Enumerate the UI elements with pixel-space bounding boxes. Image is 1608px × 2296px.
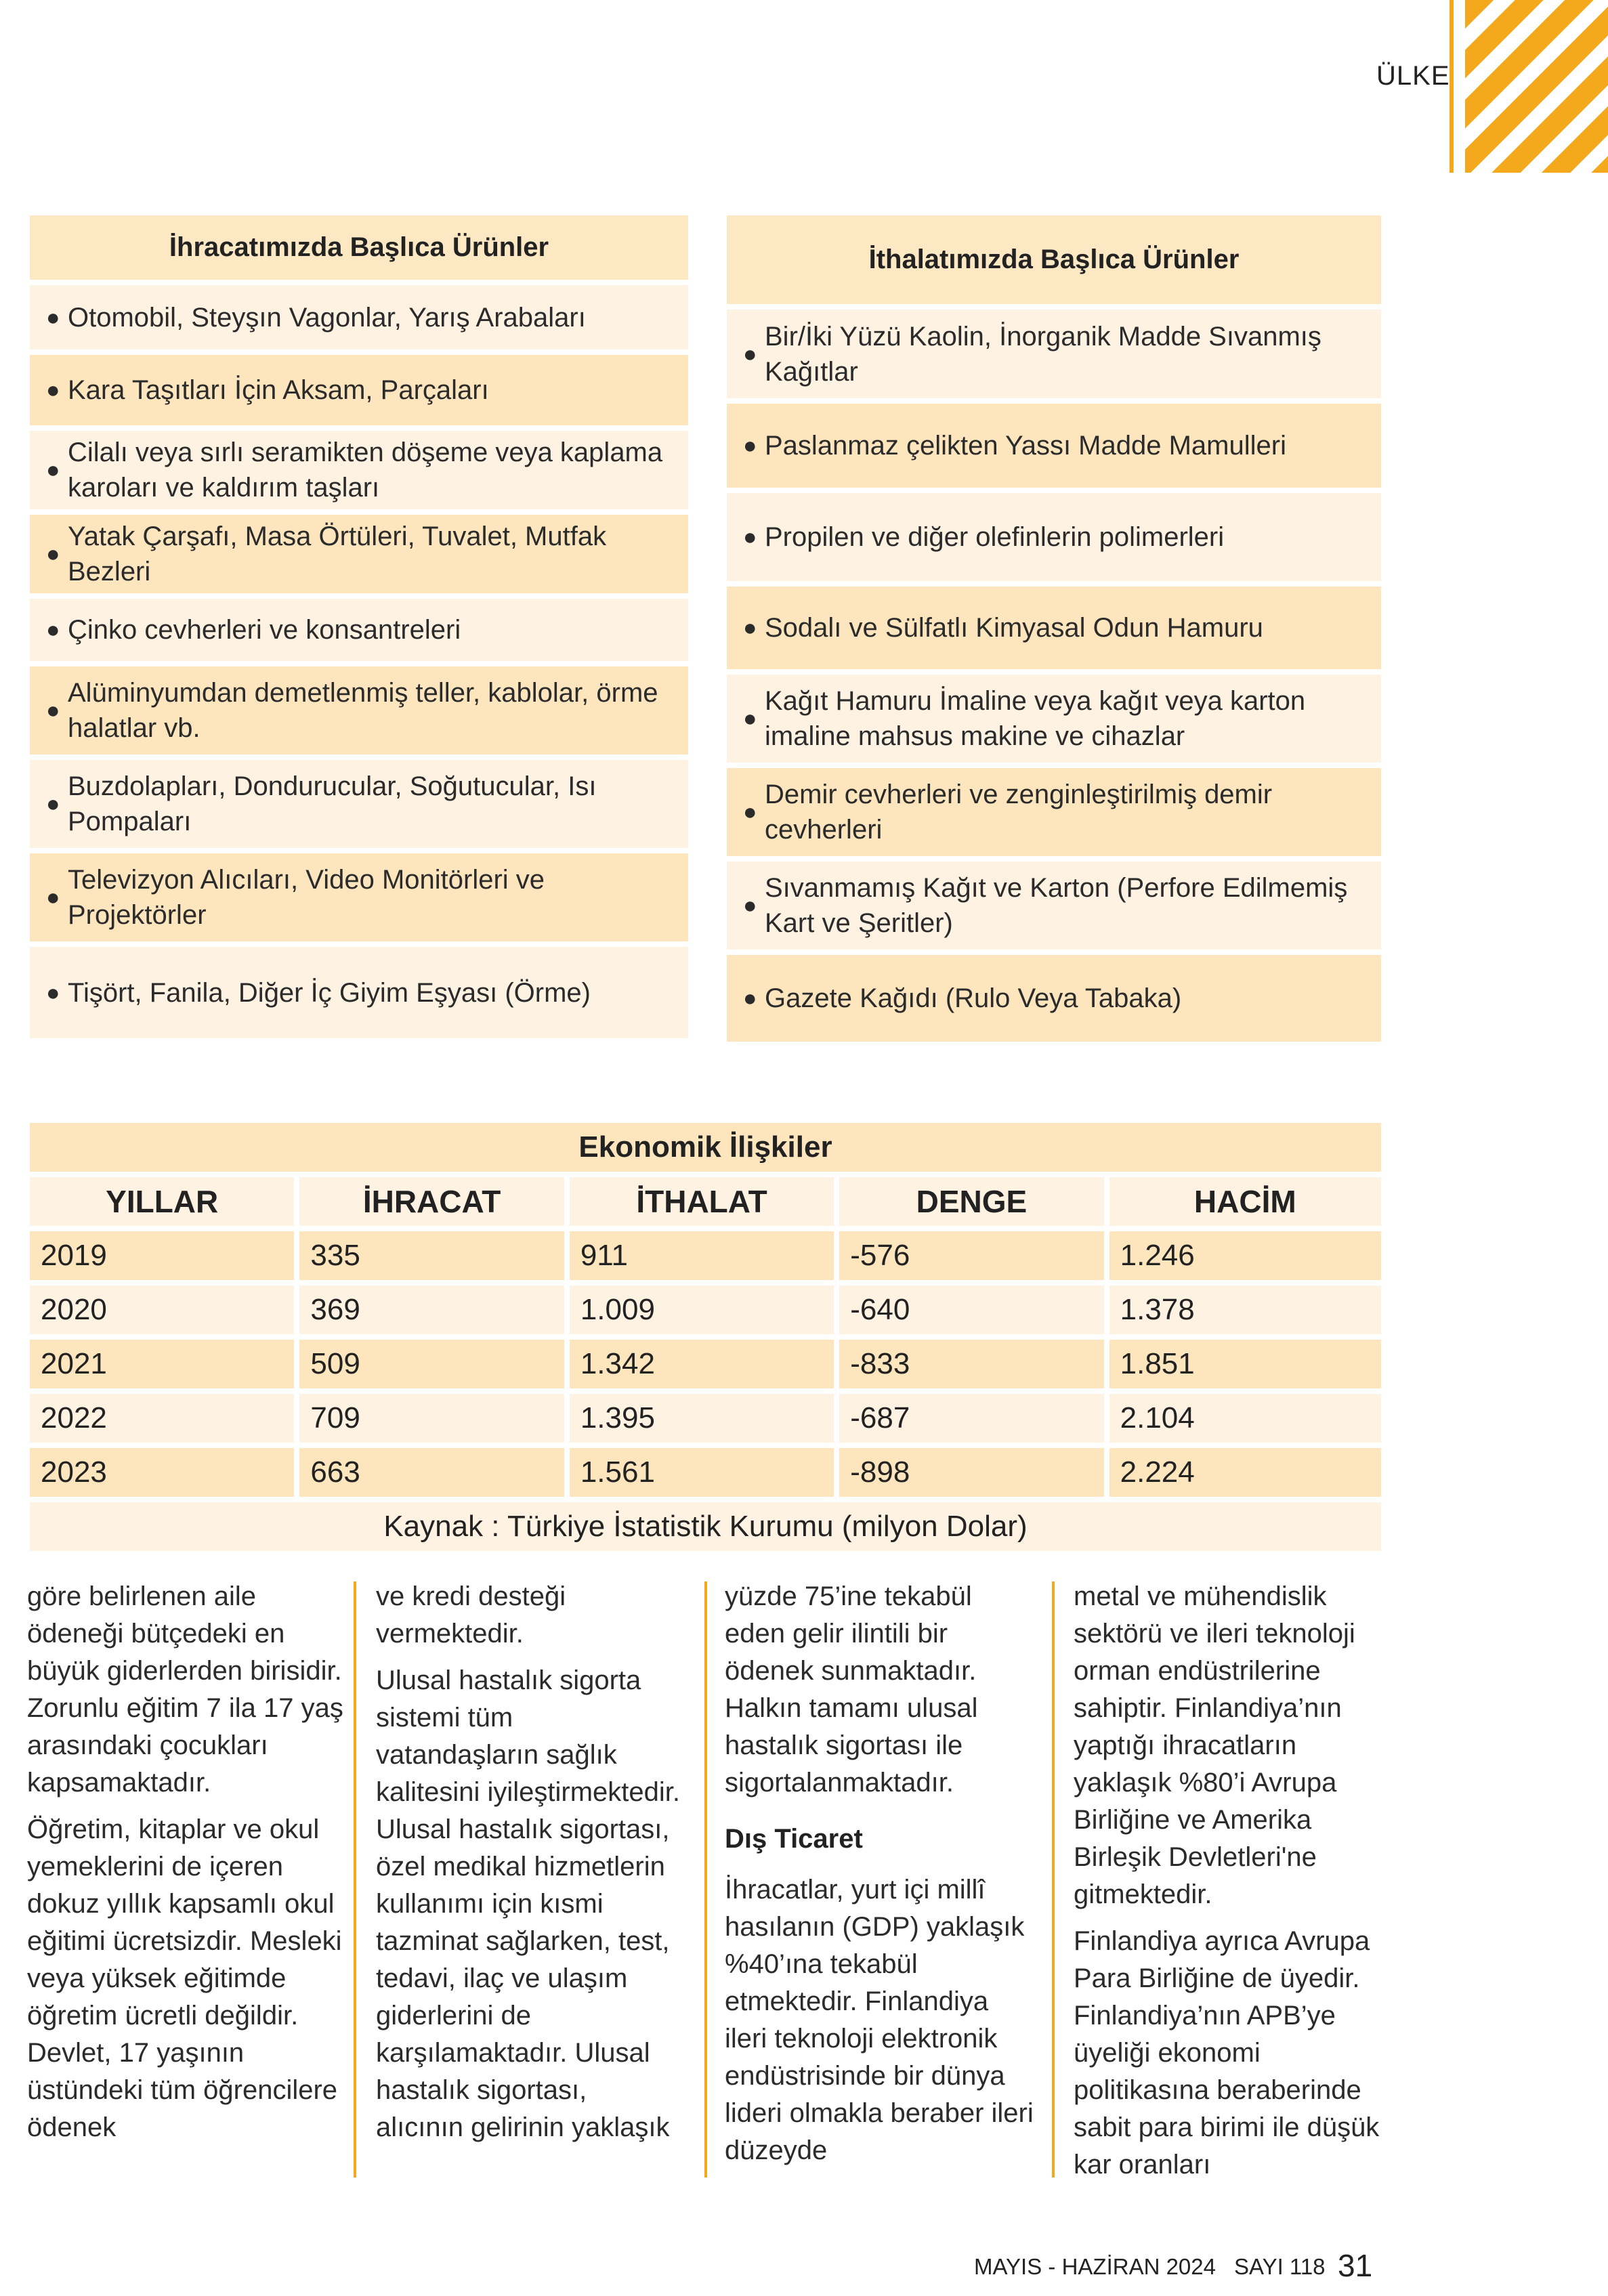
bullet-icon: ● <box>743 799 757 825</box>
table-cell: 2023 <box>30 1448 294 1497</box>
table-header-row <box>30 1177 1381 1226</box>
section-label: ÜLKE <box>1376 61 1450 91</box>
bullet-icon: ● <box>743 985 757 1011</box>
import-item-text: Propilen ve diğer olefinlerin polimerleri <box>765 522 1225 552</box>
bullet-icon: ● <box>46 304 60 331</box>
import-item <box>727 955 1381 1042</box>
table-row <box>30 1340 1381 1388</box>
bullet-icon: ● <box>46 457 60 483</box>
table-cell: 2.224 <box>1109 1448 1381 1497</box>
exports-box <box>30 215 688 1038</box>
bullet-icon: ● <box>46 617 60 643</box>
export-item <box>30 515 688 593</box>
export-item <box>30 355 688 425</box>
import-item <box>727 862 1381 950</box>
table-cell: 2021 <box>30 1340 294 1388</box>
paragraph: yüzde 75’ine tekabül eden gelir ilintili bir ödenek sunmaktadır. Halkın tamamı ulusal hastalık sigortası ile sigortalanmaktadır. <box>725 1581 978 1798</box>
table-cell: -898 <box>839 1448 1103 1497</box>
import-item-text: Demir cevherleri ve zenginleştirilmiş demir cevherleri <box>765 780 1273 845</box>
table-cell: 1.378 <box>1109 1285 1381 1334</box>
section-heading: Dış Ticaret <box>725 1824 863 1854</box>
table-cell: 1.851 <box>1109 1340 1381 1388</box>
table-source: Kaynak : Türkiye İstatistik Kurumu (milyon Dolar) <box>30 1502 1381 1551</box>
page-number: 31 <box>1338 2248 1373 2283</box>
import-item-text: Bir/İki Yüzü Kaolin, İnorganik Madde Sıvanmış Kağıtlar <box>765 321 1321 387</box>
paragraph: göre belirlenen aile ödeneği bütçedeki en büyük giderlerden birisidir. Zorunlu eğitim 7 ila 17 yaş arasındaki çocukları kapsamaktadır. <box>27 1581 343 1798</box>
table-cell: 369 <box>299 1285 564 1334</box>
imports-box <box>727 215 1381 1042</box>
bullet-icon: ● <box>46 377 60 403</box>
export-item-text: Alüminyumdan demetlenmiş teller, kablolar, örme halatlar vb. <box>68 678 658 743</box>
import-item-text: Sıvanmamış Kağıt ve Karton (Perfore Edilmemiş Kart ve Şeritler) <box>765 873 1348 938</box>
bullet-icon: ● <box>46 885 60 910</box>
import-item <box>727 310 1381 398</box>
table-cell: 1.246 <box>1109 1231 1381 1280</box>
bullet-icon: ● <box>743 433 757 459</box>
paragraph: Öğretim, kitaplar ve okul yemeklerini de içeren dokuz yıllık kapsamlı okul eğitimi ücretsizdir. Mesleki veya yüksek eğitimde öğretim ücretli değildir. Devlet, 17 yaşının üstündeki tüm öğrencilere ödenek <box>27 1814 342 2142</box>
export-item <box>30 947 688 1038</box>
import-item <box>727 587 1381 669</box>
paragraph: Finlandiya ayrıca Avrupa Para Birliğine de üyedir. Finlandiya’nın APB’ye üyeliği ekonomi politikasına beraberinde sabit para birimi ile düşük kar oranları <box>1074 1926 1380 2180</box>
bullet-icon: ● <box>743 341 757 367</box>
paragraph: metal ve mühendislik sektörü ve ileri teknoloji orman endüstrilerine sahiptir. Finlandiya’nın yaptığı ihracatların yaklaşık %80’i Avrupa Birliğine ve Amerika Birleşik Devletleri'ne gitmektedir. <box>1074 1581 1355 1909</box>
bullet-icon: ● <box>743 524 757 550</box>
column-header: YILLAR <box>30 1177 294 1226</box>
table-cell: 709 <box>299 1394 564 1443</box>
export-item <box>30 666 688 754</box>
import-item-text: Paslanmaz çelikten Yassı Madde Mamulleri <box>765 431 1286 461</box>
import-item-text: Gazete Kağıdı (Rulo Veya Tabaka) <box>765 983 1182 1013</box>
import-item <box>727 768 1381 856</box>
table-cell: 663 <box>299 1448 564 1497</box>
text-column-4 <box>1074 1578 1392 2193</box>
text-column-3 <box>725 1578 1036 2179</box>
table-row <box>30 1448 1381 1497</box>
export-item-text: Çinko cevherleri ve konsantreleri <box>68 615 461 645</box>
column-divider <box>704 1581 707 2177</box>
table-cell: 2022 <box>30 1394 294 1443</box>
table-cell: 2.104 <box>1109 1394 1381 1443</box>
table-cell: 335 <box>299 1231 564 1280</box>
decorative-stripes <box>1465 0 1608 173</box>
bullet-icon: ● <box>46 698 60 723</box>
paragraph: ve kredi desteği vermektedir. <box>376 1581 566 1649</box>
export-item <box>30 431 688 509</box>
issue-number: SAYI 118 <box>1234 2254 1326 2279</box>
bullet-icon: ● <box>46 979 60 1006</box>
text-column-2 <box>376 1578 681 2156</box>
table-cell: 1.342 <box>570 1340 834 1388</box>
table-cell: 1.395 <box>570 1394 834 1443</box>
import-item <box>727 493 1381 581</box>
import-item-text: Kağıt Hamuru İmaline veya kağıt veya karton imaline mahsus makine ve cihazlar <box>765 686 1306 751</box>
export-item-text: Otomobil, Steyşın Vagonlar, Yarış Arabaları <box>68 302 586 333</box>
table-cell: 2019 <box>30 1231 294 1280</box>
table-title: Ekonomik İlişkiler <box>30 1123 1381 1172</box>
export-item <box>30 285 688 349</box>
table-cell: 1.561 <box>570 1448 834 1497</box>
table-cell: -576 <box>839 1231 1103 1280</box>
paragraph: İhracatlar, yurt içi millî hasılanın (GDP) yaklaşık %40’ına tekabül etmektedir. Finlandiya ileri teknoloji elektronik endüstrisinde bir dünya lideri olmakla beraber ileri düzeyde <box>725 1875 1034 2165</box>
table-cell: 911 <box>570 1231 834 1280</box>
table-cell: 1.009 <box>570 1285 834 1334</box>
table-cell: -687 <box>839 1394 1103 1443</box>
table-cell: 509 <box>299 1340 564 1388</box>
export-item <box>30 853 688 941</box>
export-item <box>30 760 688 848</box>
bullet-icon: ● <box>46 791 60 817</box>
column-header: HACİM <box>1109 1177 1381 1226</box>
text-column-1 <box>27 1578 344 2156</box>
header-rule <box>1450 0 1454 173</box>
table-row <box>30 1285 1381 1334</box>
issue-date: MAYIS - HAZİRAN 2024 <box>974 2254 1216 2279</box>
exports-title: İhracatımızda Başlıca Ürünler <box>30 215 688 280</box>
table-row <box>30 1394 1381 1443</box>
export-item <box>30 599 688 661</box>
import-item <box>727 675 1381 763</box>
import-item <box>727 404 1381 488</box>
economic-relations-table <box>30 1123 1381 1551</box>
imports-title: İthalatımızda Başlıca Ürünler <box>727 215 1381 304</box>
bullet-icon: ● <box>743 615 757 641</box>
import-item-text: Sodalı ve Sülfatlı Kimyasal Odun Hamuru <box>765 613 1263 643</box>
table-cell: -640 <box>839 1285 1103 1334</box>
table-row <box>30 1231 1381 1280</box>
export-item-text: Buzdolapları, Dondurucular, Soğutucular, Isı Pompaları <box>68 771 597 836</box>
bullet-icon: ● <box>46 541 60 567</box>
table-cell: 2020 <box>30 1285 294 1334</box>
table-cell: -833 <box>839 1340 1103 1388</box>
bullet-icon: ● <box>743 893 757 918</box>
paragraph: Ulusal hastalık sigorta sistemi tüm vatandaşların sağlık kalitesini iyileştirmektedir. Ulusal hastalık sigortası, özel medikal hizmetlerin kullanımı için kısmi tazminat sağlarken, test, tedavi, ilaç ve ulaşım giderlerini de karşılamaktadır. Ulusal hastalık sigortası, alıcının gelirinin yaklaşık <box>376 1665 681 2142</box>
column-divider <box>1052 1581 1055 2177</box>
column-header: İHRACAT <box>299 1177 564 1226</box>
bullet-icon: ● <box>743 706 757 731</box>
export-item-text: Tişört, Fanila, Diğer İç Giyim Eşyası (Örme) <box>68 977 591 1008</box>
column-header: DENGE <box>839 1177 1103 1226</box>
column-divider <box>354 1581 356 2177</box>
column-header: İTHALAT <box>570 1177 834 1226</box>
export-item-text: Kara Taşıtları İçin Aksam, Parçaları <box>68 375 489 405</box>
export-item-text: Yatak Çarşafı, Masa Örtüleri, Tuvalet, Mutfak Bezleri <box>68 522 607 587</box>
export-item-text: Televizyon Alıcıları, Video Monitörleri ve Projektörler <box>68 865 545 930</box>
export-item-text: Cilalı veya sırlı seramikten döşeme veya kaplama karoları ve kaldırım taşları <box>68 438 663 503</box>
